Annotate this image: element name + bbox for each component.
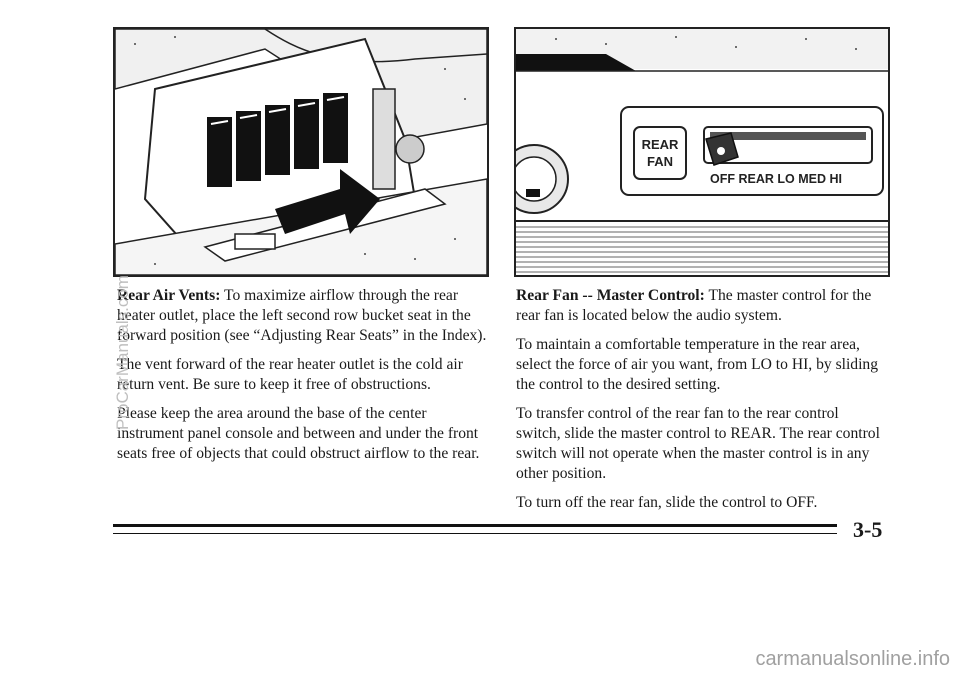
switch-label-fan: FAN [647, 154, 673, 169]
turn-off-paragraph: To turn off the rear fan, slide the control to OFF. [516, 494, 818, 511]
rear-air-vents-heading: Rear Air Vents: [117, 287, 221, 304]
rear-air-vents-paragraph [117, 286, 487, 346]
rear-air-vents-body: To maximize airflow through the rear heater outlet, place the left second row bucket seat in the forward position (see “Adjusting Rear Seats” in the Index). [117, 287, 487, 344]
switch-label-rear: REAR [641, 137, 679, 152]
slider-position-labels: OFF REAR LO MED HI [710, 172, 842, 186]
footer-rule-thin [113, 533, 837, 534]
rear-fan-control-illustration [514, 27, 890, 277]
rear-fan-control-drawing [516, 29, 888, 275]
rear-fan-master-control-paragraph [516, 286, 886, 326]
rear-fan-master-control-body: The master control for the rear fan is located below the audio system. [516, 287, 872, 324]
rear-air-vent-illustration [113, 27, 489, 277]
rear-air-vent-drawing [115, 29, 487, 275]
keep-area-clear-paragraph: Please keep the area around the base of the center instrument panel console and between and under the front seats free of objects that could obstruct airflow to the rear. [117, 405, 480, 462]
cold-air-return-paragraph: The vent forward of the rear heater outlet is the cold air return vent. Be sure to keep it free of obstructions. [117, 356, 463, 393]
side-watermark: ProCarManuals.com [113, 275, 132, 430]
page-number: 3-5 [853, 517, 883, 542]
right-text-column [516, 286, 886, 522]
transfer-control-paragraph: To transfer control of the rear fan to the rear control switch, slide the master control to REAR. The rear control switch will not operate when the master control is in any other position. [516, 405, 880, 482]
footer-watermark: carmanualsonline.info [755, 648, 950, 670]
rear-fan-master-control-heading: Rear Fan -- Master Control: [516, 287, 705, 304]
footer-rule-thick [113, 524, 837, 527]
left-text-column [117, 286, 487, 473]
temperature-paragraph: To maintain a comfortable temperature in the rear area, select the force of air you want, from LO to HI, by sliding the control to the desired setting. [516, 336, 879, 393]
